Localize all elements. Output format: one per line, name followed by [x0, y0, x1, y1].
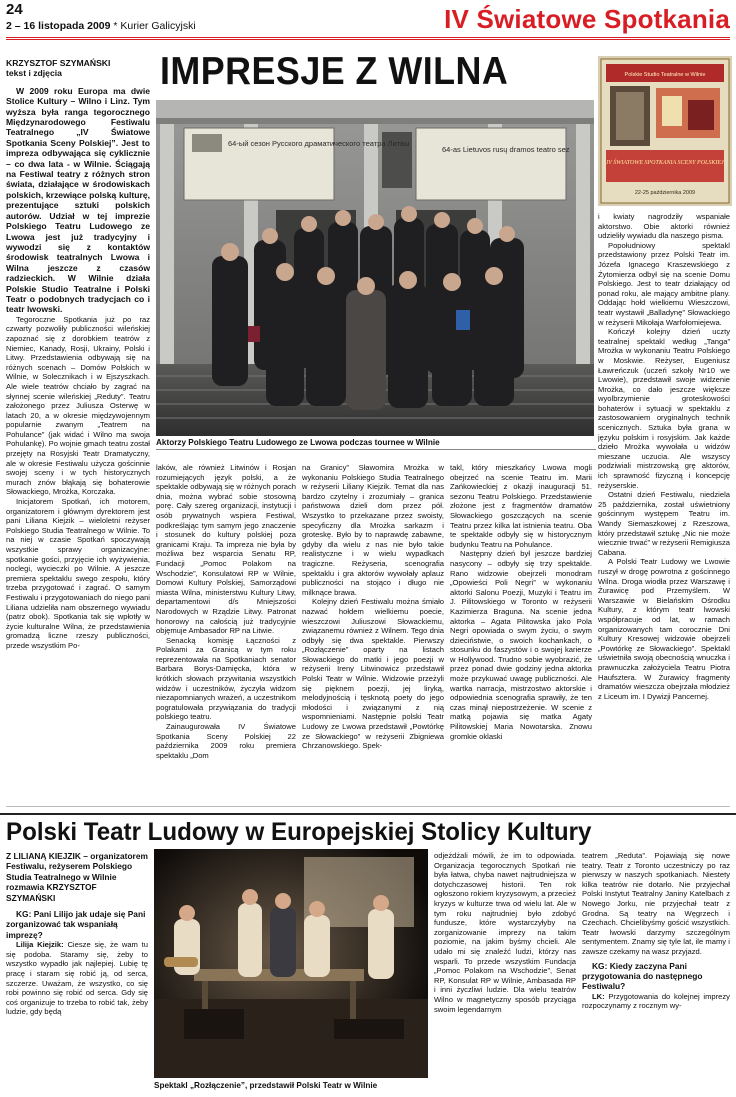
answer-speaker: Lilija Kiejzik: [16, 940, 64, 950]
stage-photo [154, 849, 428, 1078]
answer-text: Ciesze się, że wam tu się podoba. Staramy się, żeby to wszystko wypadło jak najlepiej. Lubię tę pracę i staram się robić ją, od serca, szczerze. Uważam, że wszystko, co się robi powinno się robić od serca. Gdy się coś organizuje to trzeba to robić tak, żeby ludzie, gdy będą [6, 940, 148, 1017]
article-column-2 [156, 463, 296, 806]
banner-text-left: 64-ый сезон Русского драматического театра Литвы [228, 139, 410, 148]
article-column-1 [6, 58, 150, 806]
interview-question [6, 909, 148, 940]
interview-answer-continued: teatrem „Reduta”. Pojawiają się nowe teatry. Teatr z Toronto uczestniczy po raz pierwszy w naszych spotkaniach. Niestety kilka teatrów nie dotarło. Nie przyjechał Polski Instytut Teatralny Janiny Katelbach z Nowego Jorku, nie przyjechał teatr z Grodna. Są teatry na Węgrzech i Czechach. Chcielibyśmy gościć wszystkich. Teatr lwowski darzymy szczególnym sentymentem. Znamy się tyle lat, ile mamy i zawsze czekamy na wasz przyjazd. [582, 851, 730, 956]
byline [6, 58, 150, 79]
question-text: Kiedy zaczyna Pani przygotowania do następnego Festiwalu? [582, 960, 703, 992]
stage-photo-caption: Spektakl „Rozłączenie”, przedstawił Polski Teatr w Wilnie [154, 1081, 378, 1090]
article-column-5 [598, 212, 730, 806]
photo-caption: Aktorzy Polskiego Teatru Ludowego ze Lwowa podczas tournee w Wilnie [156, 438, 440, 447]
article-lead: W 2009 roku Europa ma dwie Stolice Kultury – Wilno i Linz. Tym wyższa była ranga tegorocznego Międzynarodowego Festiwalu Teatralnego „IV Światowe Spotkania Sceny Polskiej”. Jest to impreza odbywająca się cyklicznie – co dwa lata - w Wilnie. Ściągają na Festiwal teatry z różnych stron świata, działające w środowiskach polskich, krzewiące polską kulturę, prezentujące sztuki polskich autorów. Udział w tej imprezie Polskiego Teatru Ludowego ze Lwowa jest już tradycyjny i wywodzi się z kontaktów środowisk teatralnych Lwowa i Wilna jeszcze z czasów radzieckich. W Wilnie działa Polskie Studio Teatralne i Polski Teatr o podobnych tradycjach co i teatr lwowski. [6, 85, 150, 315]
paragraph: takl, który mieszkańcy Lwowa mogli obejrzeć na scenie Teatru im. Marii Zańkowieckiej z okazji inauguracji 51. sezonu Teatru Polskiego. Przedstawienie złożone jest z fragmentów dramatów Słowackiego goszczących na scenie Teatru przez kilka lat istnienia teatru. Oba te spektakle odbyły się w historycznym budynku Teatru na Pohulance. [450, 463, 592, 549]
paragraph: Zainaugurowała IV Światowe Spotkania Sceny Polskiej 22 października 2009 roku premiera spektaklu „Dom [156, 722, 296, 760]
poster-bottom-text: 22-25 października 2009 [634, 190, 696, 196]
paragraph: Inicjatorem Spotkań, ich motorem, organizatorem i głównym dyrektorem jest pani Liliana Kiejzik – wieloletni reżyser Polskiego Studia Teatralnego w Wilnie. To na niej w czasie Spotkań spoczywają wszystkie sprawy organizacyjne: spotkanie gości, przyjęcie ich wyżywienia, noclegi, wycieczki po Wilnie. A jeszcze premiera spektaklu swego zespołu, który trzeba przygotować i zagrać. O samym Festiwalu i przygotowaniach do niego pani Liliana udzieliła nam obszernego wywiadu (patrz obok). Spotkania tak się wpłotły w życie kulturalne Wilna, że przedstawienia gromadzą liczne rzeszy publiczności, przede wszystkim Po- [6, 497, 150, 650]
paragraph: Kolejny dzień Festiwalu można śmiało nazwać hołdem wielkiemu poecie, wieszczowi Juliuszowi Słowackiemu, związanemu również z Wilnem. Tego dnia odbyły się dwa spektakle. Pierwszy „Rozłączenie” oparty na listach Słowackiego do matki i jego poezji w reżyserii Ireny Litwinowicz przedstawił Polski Teatr w Wilnie. Widzowie przeżyli się pięknem poezji, jej liryką, melodyjnością i tęsknotą poety do jego młodości i związanymi z nią wspomnieniami. Następnie polski Teatr Ludowy ze Lwowa przedstawił „Powtórkę ze Słowackiego” w reżyserii Zbigniewa Chrzanowskiego. Spek- [302, 597, 444, 751]
paragraph: Ostatni dzień Festiwalu, niedziela 25 października, został uświetniony gościnnym występem Teatru im. Wandy Siemaszkowej z Rzeszowa, który przedstawił sztukę „Nic nie może wiecznie trwać” w reżyserii Remigiusza Cabana. [598, 490, 730, 557]
paragraph: Tegoroczne Spotkania już po raz czwarty pozwoliły publiczności wileńskiej zapoznać się z dorobkiem teatrów z Niemiec, Kanady, Rosji, Ukrainy, Polski i Litwy. Przedstawienia odbywają się na różnych scenach – Domów Polskich w Wilnie, w Solecznikach i w Ejszyszkach. Ale wiele teatrów chciało by zagrać na słynnej scenie wileńskiej „Reduty”. Teatru założonego przez Juliusza Osterwę w latach 20, a w okresie międzywojennym popularnie zwanym „Teatrem na Pohulance” (jak widać i Wilno ma swoja Pohulankę). Po wojnie gmach teatru został przejęty na Rosyjski Teatr Dramatyczny, ale w okresie Festiwalu użycza gościnnie swojej sceny i w tych historycznych murach znów błąkają się bohaterowie Słowackiego, Mrożka, Korczaka. [6, 314, 150, 497]
paragraph: Następny dzień był jeszcze bardziej nasycony – odbyły się trzy spektakle. Rano widzowie obejrzeli monodram „Opowieści Poli Negri” w wykonaniu aktorki Salonu Poezji, Muzyki i Teatru im J. Pilitowskiego w Toronto w reżyserii Kazimierza Braguna. Na scenie jedna aktorka – Agata Pilitowska jako Pola Negri opowiada o swym życiu, o swym dzieciństwie, o swoich kochankach, o stosunku do faszystów i o swojej karierze w Hollywood. Trudno sobie wyobrazić, że przez ponad dwie godziny jedna aktorka może przykuwać uwagę publiczności. Ale wartka narracja, mistrzostwo aktorskie i odpowiednia scenografia sprawiły, że ten czas minął niepostrzeżenie. W scenie z matką pojawia się matka Agaty Pilitowskiej Maria Nowotarska. Znowu gromkie oklaski [450, 549, 592, 741]
poster-middle-text: IV ŚWIATOWE SPOTKANIA SCENY POLSKIEJ [606, 160, 724, 166]
interview-answer-continued: odjeżdżali mówili, że im to odpowiada. Organizacja tegorocznych Spotkań nie była łatwa, chyba nawet najtrudniejsza w dotychczasowej historii. Ten rok ogłoszono rokiem kryzysowym, a przecież kryzys w kulturze trwa od wielu lat. Ale w tym roku najtrudniej było zdobyć fundusze, które wystarczyłyby na zorganizowanie imprezy na takim poziomie, na jakim byśmy chcieli. Ale udało mi się znaleźć ludzi, którzy nas wsparli. To przede wszystkim Fundacja „Pomoc Polakom na Wschodzie”, Senat RP, Konsulat RP w Wilnie, Ambasada RP i inni życzliwi ludzie. Dla wielu teatrów Wilno w magnetyczny sposób przyciąga swoim legendarnym [434, 851, 576, 1014]
interview-title: Polski Teatr Ludowy w Europejskiej Stolicy Kultury [6, 818, 592, 846]
question-text: Pani Lilijo jak udaje się Pani zorganizować tak wspaniałą imprezę? [6, 909, 146, 940]
article-column-3 [302, 463, 444, 806]
paragraph: laków, ale również Litwinów i Rosjan rozumiejących język polski, a że spektakle odbywają się w różnych porach dnia, można wybrać sobie stosowną porę. Cały szereg organizacji, instytucji i osób prywatnych wspiera Festiwal, podkreślając tym samym jego znaczenie i stosunek do kultury polskiej poza granicami Kraju. Ta impreza nie była by możliwa bez wsparcia Senatu RP, Fundacji „Pomoc Polakom na Wschodzie”, Konsulatowi RP w Wilnie, Domowi Kultury Polskiej, Samorządowi miasta Wilna, ministerstwu Kultury Litwy, departamentowi d/s Mniejszości Narodowych w Rządzie Litwy. Patronat honorowy na całością już tradycyjnie objęmuje Ambasador RP na Litwie. [156, 463, 296, 636]
byline-role: tekst i zdjęcia [6, 68, 62, 79]
answer-speaker: LK: [592, 991, 605, 1001]
page-number: 24 [6, 1, 23, 18]
publication-name: Kurier Galicyjski [120, 20, 196, 32]
issue-date: 2 – 16 listopada 2009 [6, 20, 111, 32]
article-column-4 [450, 463, 592, 806]
question-label: KG: [16, 909, 32, 920]
paragraph: Senacką komisję Łączności z Polakami za Granicą w tym roku reprezentowała na Spotkaniach senator Barbara Borys-Damięcka, która w krótkich słowach przywitania wszystkich widzów i uczestników, życzyła widzom niezapomnianych wrażeń, a uczestnikom pogratulowała przywiązania do tradycji polskiego teatru. [156, 635, 296, 722]
paragraph: A Polski Teatr Ludowy we Lwowie ruszył w drogę powrotna z gościnnego Wilna. Droga wiodła przez Warszawę i Żurawicę pod Przemyślem. W Warszawie w Bielańskim Ośrodku Kultury, z którym teatr lwowski współpracuje od lat, w ramach organizowanych tam corocznie Dni Kultury Kresowej widzowie obejrzeli „Powtórkę ze Słowackiego”. Spektakl uświetniła swoją obecnością wnuczka i prawnuczka założyciela Teatru Piotra Haufsztera. W Żurawicy fragmenty dramatów wieszcza obejrzała młodzież z Liceum im. I Dywizji Pancernej. [598, 557, 730, 701]
stage-photo-image [154, 849, 428, 1078]
paragraph: Popołudniowy spektakl przedstawiony przez Polski Teatr im. Józefa Ignacego Kraszewskiego z Żytomierza odbył się na scenie Domu Polskiego. Jest to teatr działający od ponad roku, ale mający ambitne plany. Oddając hołd wielkiemu Wieszczowi, teatr wystawił „Balladynę” Słowackiego w reżyserii Mikołaja Warfołomiejewa. [598, 240, 730, 327]
answer-text: Przygotowania do kolejnej imprezy rozpoczynamy z rocznym wy- [582, 991, 730, 1011]
article-title: IMPRESJE Z WILNA [160, 50, 509, 93]
date-separator: * [113, 20, 118, 32]
interview-intro: Z LILIANĄ KIEJZIK – organizatorem Festiwalu, reżyserem Polskiego Studia Teatralnego w Wilnie rozmawia KRZYSZTOF SZYMAŃSKI [6, 851, 148, 903]
interview-question [582, 961, 730, 992]
paragraph: Kończył kolejny dzień uczty teatralnej spektakl według „Tanga” Mrożka w wykonaniu Teatru Polskiego w Moskwie. Reżyser, Eugeniusz Ławreńczuk (uczeń szkoły Nr10 we Lwowie), przedstawił swoje widzenie Mrożka, co dało jeszcze większe wyolbrzymienie groteskowości bohaterów i sytuacji w spektaklu z zastosowaniem oryginalnych technik scenicznych. Sztuka była grana w języku polskim i rosyjskim. Jak każde dzieło Mrożka wywołała u widzów mieszane uczucia. Ale wszyscy podziwiali mistrzowską grę aktorów, ich sprawność fizyczną i koncepcję reżyserskie. [598, 327, 730, 490]
article-divider-thin [6, 806, 730, 807]
header-divider [6, 37, 730, 38]
festival-poster [598, 56, 732, 206]
byline-author: KRZYSZTOF SZYMAŃSKI [6, 58, 111, 68]
article-divider [0, 813, 736, 815]
interview-column-3 [434, 851, 576, 1095]
interview-column-4 [582, 851, 730, 1095]
question-label: KG: [592, 960, 608, 971]
section-title: IV Światowe Spotkania [444, 4, 730, 34]
header-divider-secondary [6, 39, 730, 40]
interview-answer [6, 940, 148, 1017]
caption-divider [156, 449, 596, 450]
issue-date-line [6, 20, 196, 32]
group-photo [156, 100, 594, 436]
interview-answer [582, 992, 730, 1011]
festival-poster-image [598, 56, 732, 206]
group-photo-image [156, 100, 594, 436]
paragraph: i kwiaty nagrodziły wspaniałe aktorstwo. Obie aktorki również udzieliły wywiadu dla naszego pisma. [598, 212, 730, 241]
paragraph: na Granicy” Sławomira Mrożka w wykonaniu Polskiego Studia Teatralnego w reżyserii Liliany Kiejzik. Temat dla nas bardzo czytelny i zrozumiały – granica państwowa dzieli dom przez pół. Wszystko to przekazane przez swoisty, specyficzny dla Mrożka sarkazm i groteskę. Było by to naprawdę zabawne, gdyby dla wielu z nas nie było takie realistyczne i w wielu wypadkach tragiczne. Reżyseria, scenografia spektaklu i gra aktorów wywołały aplauz publiczności na stojąco i długo nie milknące brawa. [302, 463, 444, 597]
interview-column-1 [6, 851, 148, 1095]
poster-top-text: Polskie Studio Teatralne w Wilnie [624, 72, 706, 78]
banner-text-right: 64-as Lietuvos rusų dramos teatro sez [442, 145, 570, 154]
